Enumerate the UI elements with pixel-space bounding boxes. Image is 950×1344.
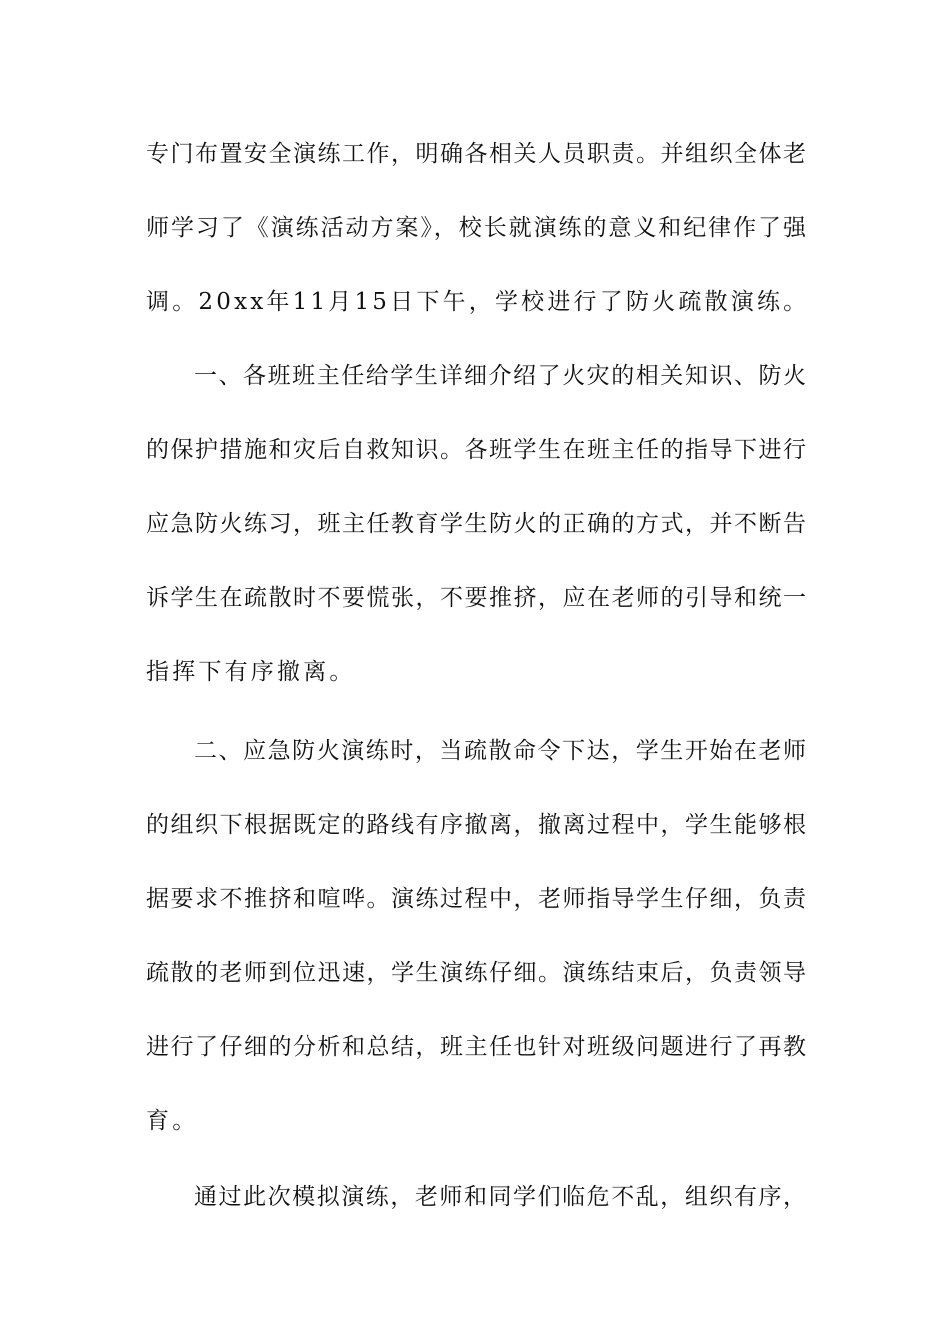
text-line-6: 应急防火练习，班主任教育学生防火的正确的方式，并不断告 [146, 511, 806, 537]
text-line-1: 专门布置安全演练工作，明确各相关人员职责。并组织全体老 [146, 141, 806, 167]
text-line-7: 诉学生在疏散时不要慌张，不要推挤，应在老师的引导和统一 [146, 585, 806, 611]
text-line-2: 师学习了《演练活动方案》，校长就演练的意义和纪律作了强 [146, 215, 806, 241]
text-line-11: 据要求不推挤和喧哗。演练过程中，老师指导学生仔细，负责 [146, 886, 806, 912]
text-line-5: 的保护措施和灾后自救知识。各班学生在班主任的指导下进行 [146, 437, 806, 463]
text-line-8: 指挥下有序撤离。 [146, 659, 356, 685]
text-line-9: 二、应急防火演练时，当疏散命令下达，学生开始在老师 [194, 738, 806, 764]
text-line-13: 进行了仔细的分析和总结，班主任也针对班级问题进行了再教 [146, 1034, 806, 1060]
text-line-14: 育。 [146, 1108, 199, 1134]
text-line-12: 疏散的老师到位迅速，学生演练仔细。演练结束后，负责领导 [146, 960, 806, 986]
text-line-10: 的组织下根据既定的路线有序撤离，撤离过程中，学生能够根 [146, 812, 806, 838]
text-line-3: 调。20xx年11月15日下午，学校进行了防火疏散演练。 [146, 289, 810, 315]
text-line-4: 一、各班班主任给学生详细介绍了火灾的相关知识、防火 [194, 363, 806, 389]
text-line-15: 通过此次模拟演练，老师和同学们临危不乱，组织有序， [194, 1184, 806, 1210]
